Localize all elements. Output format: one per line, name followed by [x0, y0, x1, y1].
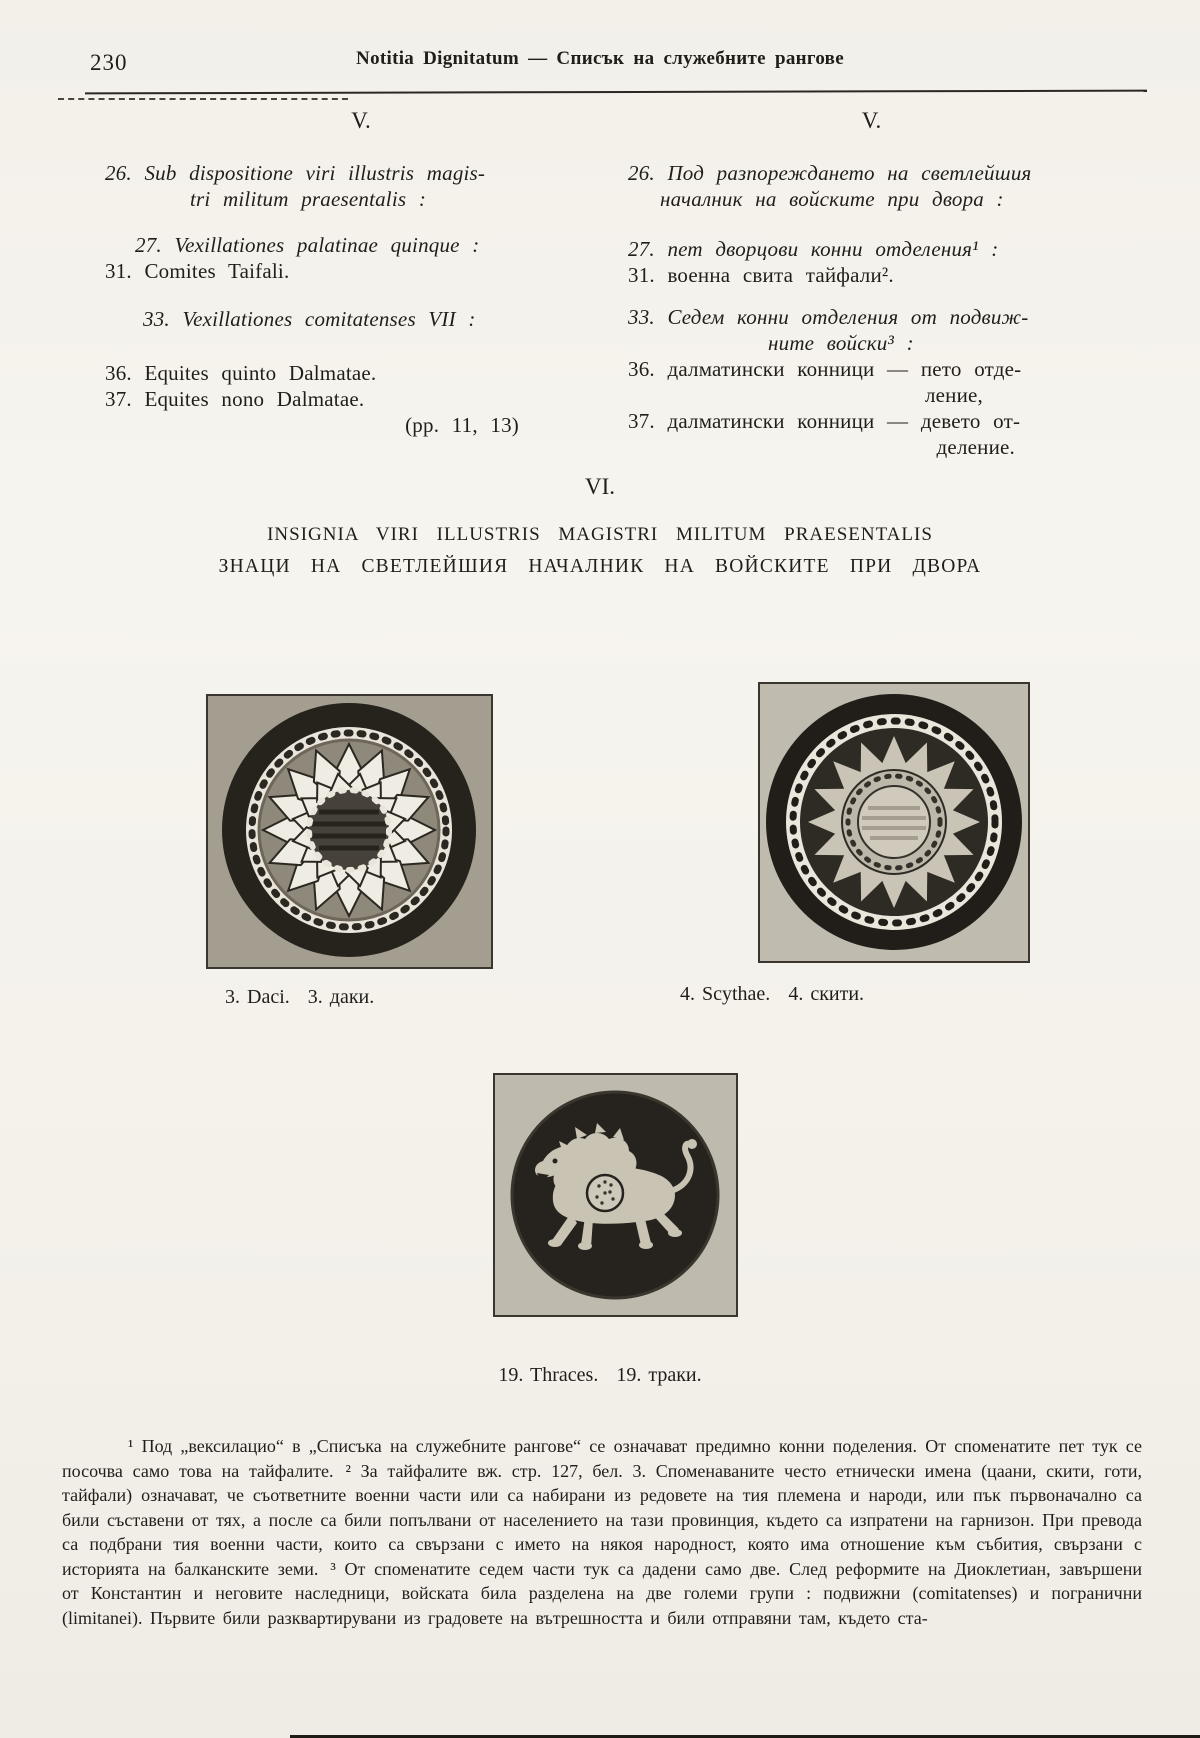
scythae-caption-latin: 4. Scythae.	[680, 983, 771, 1005]
bulgarian-column	[628, 106, 1115, 460]
latin-item-37: 37. Equites nono Dalmatae.	[105, 387, 365, 411]
bulgarian-item-36-line2: ление,	[924, 383, 983, 407]
thraces-caption	[0, 1364, 1200, 1387]
bulgarian-item-26-line1: 26. Под разпореждането на светлейшия	[628, 161, 1032, 185]
bulgarian-item-33-line1: 33. Седем конни отделения от подвиж-	[628, 305, 1029, 329]
bulgarian-item-27: 27. пет дворцови конни отделения¹ :	[628, 237, 999, 261]
bulgarian-item-31: 31. военна свита тайфали².	[628, 263, 894, 287]
section-vi-heading: VI.	[584, 474, 616, 499]
right-section-heading: V.	[861, 108, 882, 133]
medallion-boss	[587, 1175, 623, 1211]
header-rule	[85, 90, 1147, 95]
daci-caption	[225, 986, 374, 1009]
bulgarian-item-33-line2: ните войски³ :	[768, 331, 914, 355]
thraces-caption-latin: 19. Thraces.	[498, 1364, 599, 1386]
header-rule-fragment	[58, 98, 348, 100]
running-title: Notitia Dignitatum — Списък на служебните рангове	[356, 48, 844, 69]
daci-insignia-figure	[206, 694, 493, 969]
insignia-title-latin: INSIGNIA VIRI ILLUSTRIS MAGISTRI MILITUM PRAESENTALIS	[267, 524, 933, 545]
insignia-title-bulgarian: ЗНАЦИ НА СВЕТЛЕЙШИЯ НАЧАЛНИК НА ВОЙСКИТЕ ПРИ ДВОРА	[218, 556, 982, 577]
daci-caption-latin: 3. Daci.	[225, 986, 290, 1008]
page-number: 230	[90, 50, 128, 75]
latin-item-26-line1: 26. Sub dispositione viri illustris magis-	[105, 161, 486, 185]
latin-item-33: 33. Vexillationes comitatenses VII :	[143, 307, 476, 331]
bulgarian-item-37-line1: 37. далматински конници — девето от-	[628, 409, 1021, 433]
footnote-2: ² За тайфалите вж. стр. 127, бел. 3. Споменаваните често етнически имена (цаани, скити, готи, тайфали) означават, че съответните военни части или са набирани из редовете на тия племена и народи, или пък първоначално са били съставени от тях, а после са били попълвани от населението на тази провинция, където са изпратени на гарнизон. При превода са подбрани тия военни части, които са свързани с името на някоя народност, която има отношение към събития, свързани с историята на балканските земи.	[62, 1460, 1142, 1579]
scythae-insignia-figure	[758, 682, 1030, 963]
latin-item-27: 27. Vexillationes palatinae quinque :	[135, 233, 480, 257]
thraces-lion-image	[493, 1073, 738, 1317]
latin-item-26-line2: tri militum praesentalis :	[190, 187, 427, 211]
bulgarian-item-26-line2: началник на войските при двора :	[660, 187, 1004, 211]
scythae-caption-bulgarian: 4. скити.	[788, 983, 865, 1005]
daci-caption-bulgarian: 3. даки.	[307, 986, 375, 1008]
page-reference: (pp. 11, 13)	[405, 413, 519, 437]
latin-item-36: 36. Equites quinto Dalmatae.	[105, 361, 377, 385]
scythae-shield-image	[758, 682, 1030, 963]
latin-item-31: 31. Comites Taifali.	[105, 259, 290, 283]
bulgarian-item-36-line1: 36. далматински конници — пето отде-	[628, 357, 1022, 381]
thraces-caption-bulgarian: 19. траки.	[616, 1364, 702, 1386]
scythae-caption	[680, 983, 864, 1006]
thraces-insignia-figure	[493, 1073, 738, 1317]
bulgarian-item-37-line2: деление.	[936, 435, 1015, 459]
footnote-1: ¹ Под „вексилацио“ в „Списъка на служебните рангове“ се означават предимно конни поделения. От споменатите пет тук се посочва само това на тайфалите.	[62, 1436, 1142, 1481]
footnotes-block	[62, 1434, 1142, 1630]
left-section-heading: V.	[351, 108, 371, 133]
footnote-3: ³ От споменатите седем части тук са дадени само две. След реформите на Диоклетиан, завършени от Константин и неговите наследници, войската била разделена на две големи групи : подвижни (comitatenses) и погранични (limitanei). Първите били разквартирувани из градовете на вътрешността и били отправяни там, където ста-	[62, 1558, 1142, 1628]
daci-shield-image	[206, 694, 493, 969]
latin-column	[105, 106, 617, 438]
